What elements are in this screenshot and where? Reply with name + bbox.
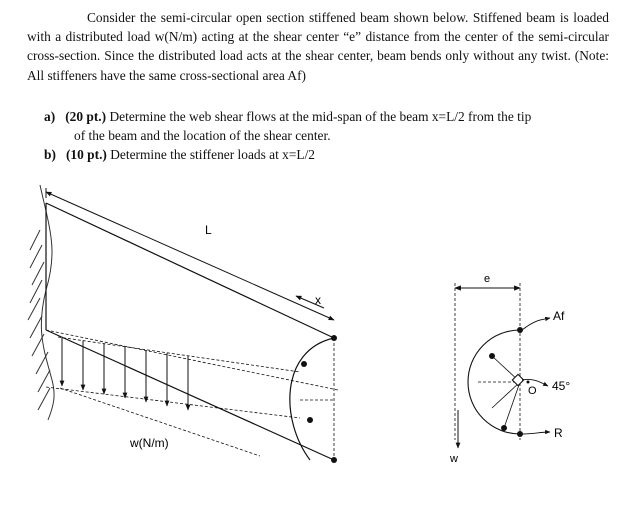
center-dot (527, 381, 530, 384)
beam-body (46, 203, 338, 460)
intro-text: Consider the semi-circular open section stiffened beam shown below. Stiffened beam is loaded with a distributed load w(N/m) acting at the shear center “e” distance from the center of the semi-circular cross-section. Since the distributed load acts at the shear center, beam bends only without any twist. (Note: All stiffeners have the same cross-sectional area Af) (27, 10, 609, 83)
label-R: R (554, 426, 563, 440)
question-a-letter: a) (44, 109, 56, 124)
beam-end-section (290, 338, 334, 460)
cross-section (455, 283, 524, 440)
af-leader (522, 318, 550, 330)
label-e: e (484, 273, 491, 285)
label-Af: Af (553, 309, 565, 323)
label-angle: 45° (552, 379, 571, 393)
question-a-points: (20 pt.) (65, 109, 107, 124)
beam-stiffeners (301, 335, 337, 463)
question-a-continuation: of the beam and the location of the shear center. (74, 128, 331, 144)
question-b-text: Determine the stiffener loads at x=L/2 (110, 147, 315, 162)
label-load: w(N/m) (130, 436, 169, 450)
label-w: w (450, 453, 458, 465)
fixed-wall (28, 185, 54, 420)
label-x: x (315, 293, 321, 307)
question-b-points: (10 pt.) (65, 147, 107, 162)
label-O: O (528, 385, 537, 397)
distributed-load (58, 337, 300, 456)
r-leader (522, 432, 550, 434)
label-L: L (205, 223, 212, 237)
dimension-L (46, 188, 334, 320)
question-b-letter: b) (44, 147, 56, 162)
question-a-text: Determine the web shear flows at the mid-span of the beam x=L/2 from the tip (109, 109, 532, 124)
